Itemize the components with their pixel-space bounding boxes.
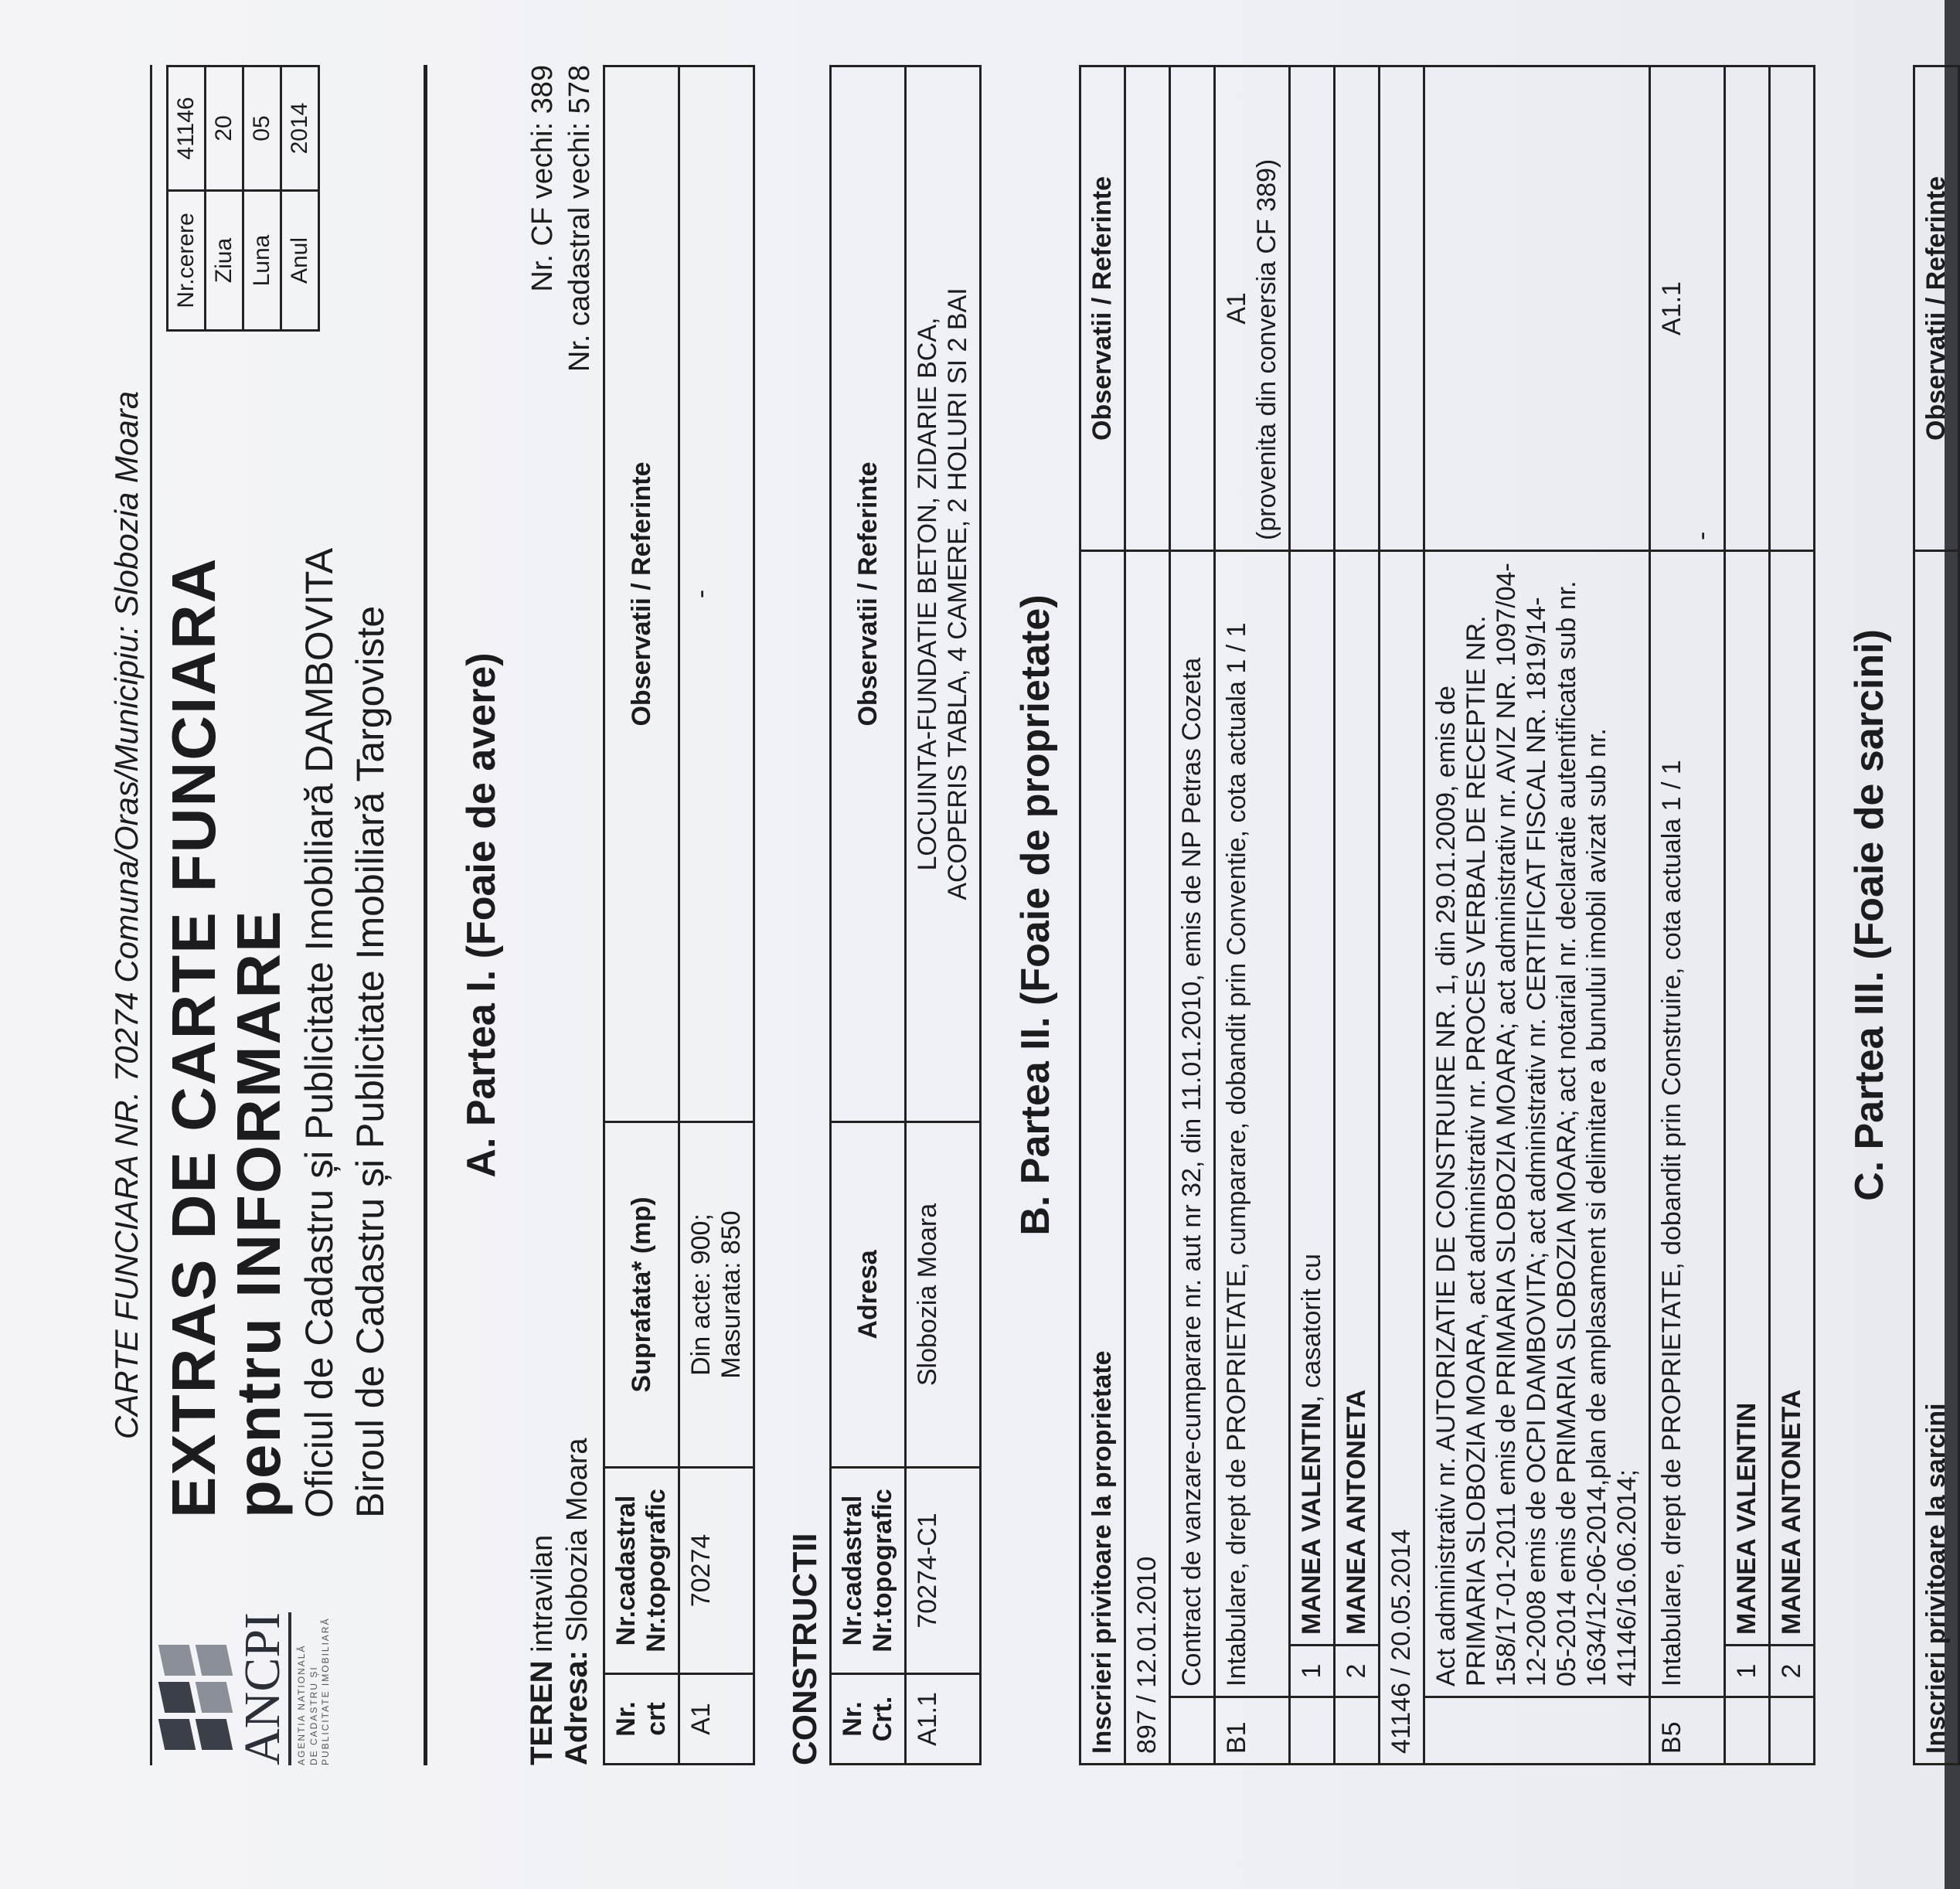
logo-subtitle: AGENTIA NATIONALĂ DE CADASTRU ȘI PUBLICITATE IMOBILIARĂ [296, 1617, 332, 1765]
part-c-title: C. Partea III. (Foaie de sarcini) [1847, 629, 1892, 1201]
owner-name: MANEA ANTONETA [1342, 1389, 1371, 1635]
request-number: 41146 [168, 66, 206, 191]
owner-name: MANEA VALENTIN [1732, 1402, 1761, 1635]
proprietate-table: Inscrieri privitoare la proprietate Observatii / Referinte 897 / 12.01.2010 Contract de vanzare-cumparare nr. aut nr 32, din 11.01.2010, emis de NP Petras Cozeta B1 Intabulare, drept de PROPRIETATE, cumparare, dobandit prin Conventie, cota actuala 1 / 1 A1 (provenita din conversia CF 389) 1 MANEA VALENTIN, casatorit cu 2 MANEA ANTONETA 41146 / 20.05.2014 Act administrativ nr. AUTORIZATIE DE CONSTRUIRE NR. 1, din 29.01.2009, emis de PRIMARIA SLOBOZIA MOARA, act administrativ nr. PROCES VERBAL DE RECEPTIE NR. 158/17-01-2011 emis de PRIMARIA SLOBOZIA MOARA; act administrativ nr. AVIZ NR. 1097/04-12-2008 emis de OCPI DAMBOVITA; act administrativ nr. CERTIFICAT FISCAL NR. 1819/14-05-2014 emis de PRIMARIA SLOBOZIA MOARA; act notarial nr. declaratie autentificata sub nr. 1634/12-06-2014,plan de amplasament si delimitare a bunului imobil avizat sub nr. 41146/16.06.2014; B5 Intabulare, drept de PROPRIETATE, dobandit prin Construire, cota actuala 1 / 1 A1.1 - 1 MANEA VALENTIN 2 MANEA ANTONETA [1079, 65, 1815, 1765]
teren-table: Nr. crt Nr.cadastral Nr.topografic Suprafata* (mp) Observatii / Referinte A1 70274 Din acte: 900; Masurata: 850 - [603, 65, 755, 1765]
part-a-title: A. Partea I. (Foaie de avere) [459, 652, 504, 1178]
table-row: A1 70274 Din acte: 900; Masurata: 850 - [679, 66, 754, 1765]
document-subtitle: pentru INFORMARE [224, 909, 293, 1518]
bureau-name: Biroul de Cadastru și Publicitate Imobiliară Targoviste [348, 605, 392, 1518]
constructii-label: CONSTRUCTII [786, 1533, 824, 1765]
owner-name: MANEA VALENTIN [1297, 1402, 1326, 1635]
owner-row: 1 MANEA VALENTIN, casatorit cu [1290, 66, 1335, 1765]
divider [424, 65, 427, 1765]
document-title: EXTRAS DE CARTE FUNCIARA [159, 556, 228, 1518]
logo-name: ANCPI [234, 1612, 291, 1765]
request-month: 05 [243, 66, 281, 191]
sarcini-table: Inscrieri privitoare la sarcini Observatii / Referinte [1913, 65, 1960, 1765]
table-row: A1.1 70274-C1 Slobozia Moara LOCUINTA-FUNDATIE BETON, ZIDARIE BCA, ACOPERIS TABLA, 4 CAMERE, 2 HOLURI SI 2 BAI [906, 66, 981, 1765]
request-day: 20 [206, 66, 243, 191]
owner-name: MANEA ANTONETA [1777, 1389, 1806, 1635]
logo-mark-icon [162, 1645, 230, 1750]
old-cf-number: Nr. CF vechi: 389 [526, 65, 559, 292]
office-name: Oficiul de Cadastru și Publicitate Imobiliară DAMBOVITA [298, 547, 341, 1518]
table-row: B1 Intabulare, drept de PROPRIETATE, cumparare, dobandit prin Conventie, cota actuala 1 / 1 A1 (provenita din conversia CF 389) [1215, 66, 1290, 1765]
part-b-title: B. Partea II. (Foaie de proprietate) [1013, 594, 1058, 1236]
owner-row: 2 MANEA ANTONETA [1335, 66, 1380, 1765]
owner-row: 2 MANEA ANTONETA [1770, 66, 1815, 1765]
constructii-table: Nr. Crt. Nr.cadastral Nr.topografic Adresa Observatii / Referinte A1.1 70274-C1 Slobozia Moara LOCUINTA-FUNDATIE BETON, ZIDARIE BCA, ACOPERIS TABLA, 4 CAMERE, 2 HOLURI SI 2 BAI [829, 65, 982, 1765]
ancpi-logo [162, 1533, 332, 1765]
owner-row: 1 MANEA VALENTIN [1725, 66, 1770, 1765]
table-row: 897 / 12.01.2010 [1125, 66, 1170, 1765]
title-block [159, 332, 393, 1533]
document-header-line: CARTE FUNCIARA NR. 70274 Comuna/Oras/Municipiu: Slobozia Moara [108, 65, 152, 1765]
request-year: 2014 [281, 66, 319, 191]
request-table: Nr.cerere 41146 Ziua 20 Luna 05 Anul 2014 [166, 65, 320, 332]
table-row: Contract de vanzare-cumparare nr. aut nr 32, din 11.01.2010, emis de NP Petras Cozeta [1170, 66, 1215, 1765]
table-row: B5 Intabulare, drept de PROPRIETATE, dobandit prin Construire, cota actuala 1 / 1 A1.1 - [1650, 66, 1725, 1765]
table-row: Act administrativ nr. AUTORIZATIE DE CONSTRUIRE NR. 1, din 29.01.2009, emis de PRIMARIA SLOBOZIA MOARA, act administrativ nr. PROCES VERBAL DE RECEPTIE NR. 158/17-01-2011 emis de PRIMARIA SLOBOZIA MOARA; act administrativ nr. AVIZ NR. 1097/04-12-2008 emis de OCPI DAMBOVITA; act administrativ nr. CERTIFICAT FISCAL NR. 1819/14-05-2014 emis de PRIMARIA SLOBOZIA MOARA; act notarial nr. declaratie autentificata sub nr. 1634/12-06-2014,plan de amplasament si delimitare a bunului imobil avizat sub nr. 41146/16.06.2014; [1424, 66, 1650, 1765]
teren-info: TEREN intravilan Adresa: Slobozia Moara Nr. CF vechi: 389 Nr. cadastral vechi: 578 [525, 65, 598, 1765]
old-cadastral-number: Nr. cadastral vechi: 578 [563, 65, 596, 373]
title-row [159, 65, 393, 1765]
table-row: 41146 / 20.05.2014 [1380, 66, 1424, 1765]
